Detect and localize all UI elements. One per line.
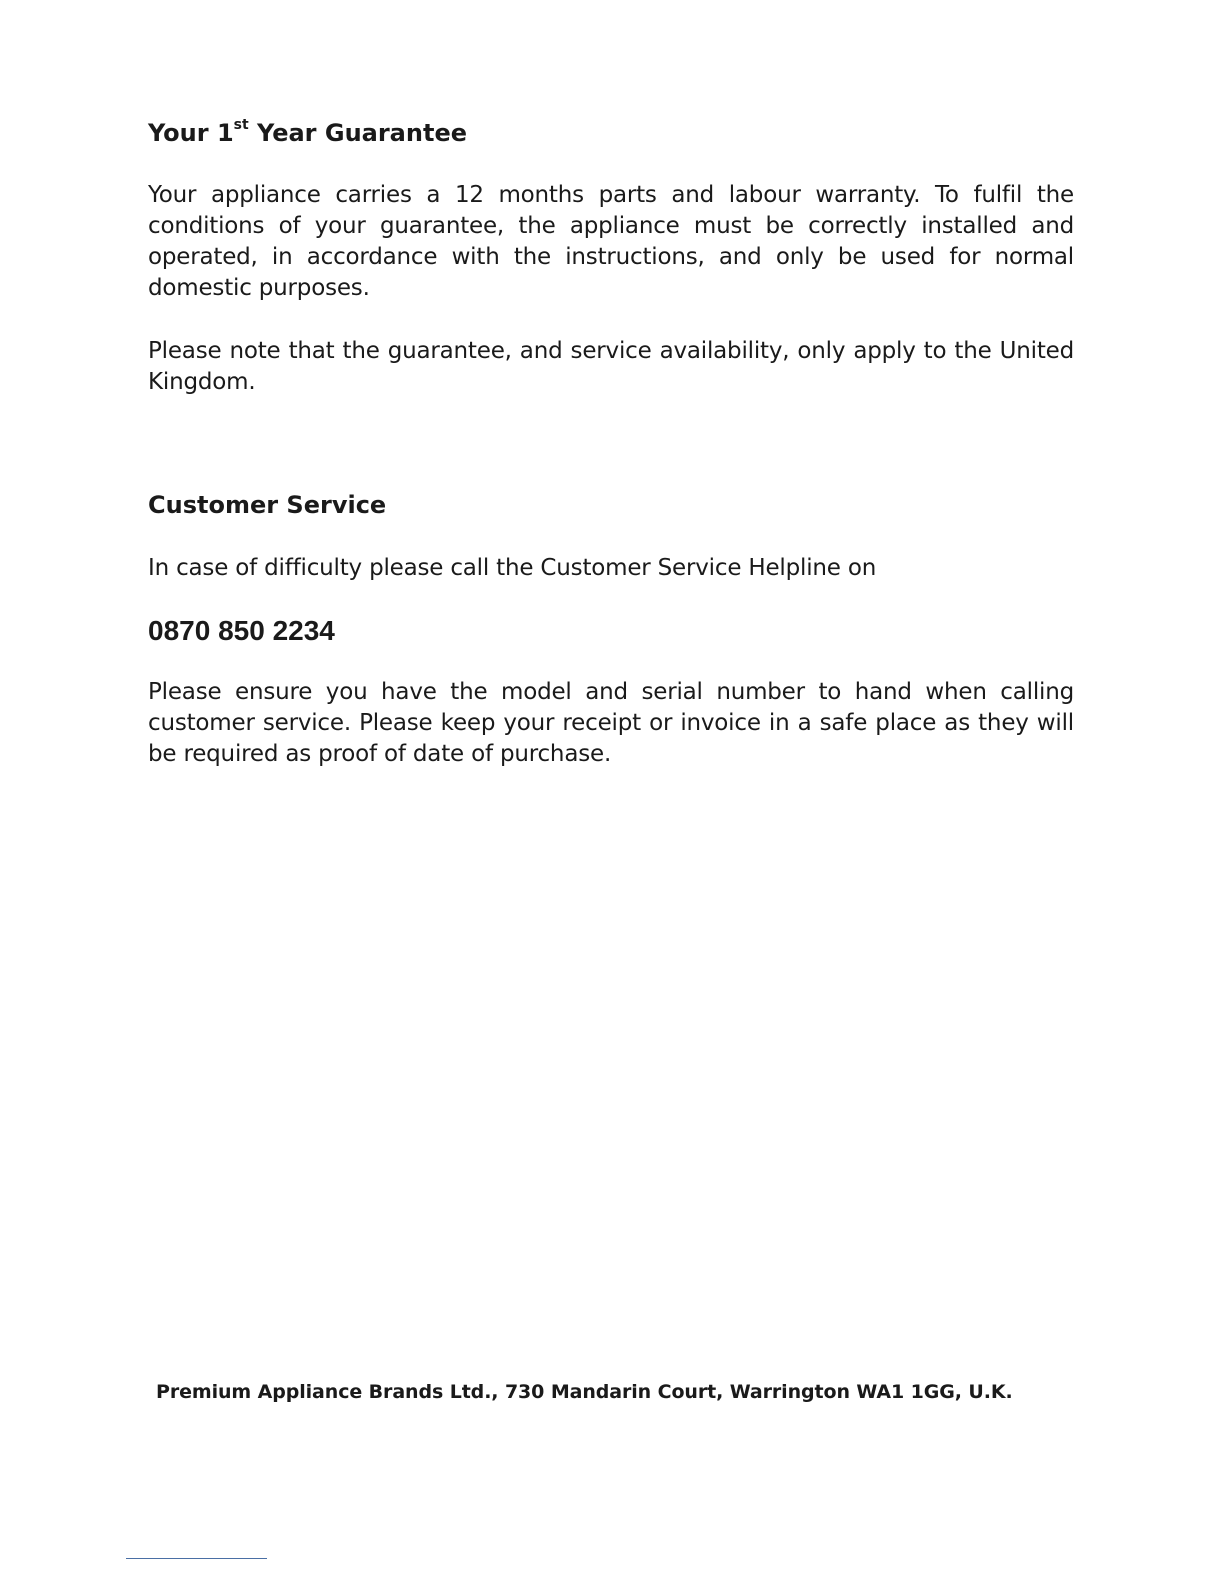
guarantee-heading-superscript: st (233, 117, 249, 133)
company-address-footer: Premium Appliance Brands Ltd., 730 Mandarin Court, Warrington WA1 1GG, U.K. (156, 1381, 1013, 1403)
helpline-phone-number: 0870 850 2234 (148, 615, 335, 646)
guarantee-heading-suffix: Year Guarantee (248, 119, 467, 147)
guarantee-paragraph-uk-only: Please note that the guarantee, and service availability, only apply to the United Kingdom. (148, 338, 1074, 395)
footnote-divider (126, 1558, 267, 1559)
customer-service-intro: In case of difficulty please call the Customer Service Helpline on (148, 555, 877, 581)
guarantee-paragraph-warranty: Your appliance carries a 12 months parts and labour warranty. To fulfil the conditions of your guarantee, the appliance must be correctly installed and operated, in accordance with the instructions, and only be used for normal domestic purposes. (148, 182, 1074, 301)
customer-service-paragraph: Please ensure you have the model and serial number to hand when calling customer service. Please keep your receipt or invoice in a safe place as they will be required as proof of date of purchase. (148, 679, 1074, 767)
guarantee-heading (148, 118, 467, 148)
guarantee-heading-prefix: Your 1 (148, 119, 234, 147)
customer-service-heading: Customer Service (148, 491, 387, 519)
